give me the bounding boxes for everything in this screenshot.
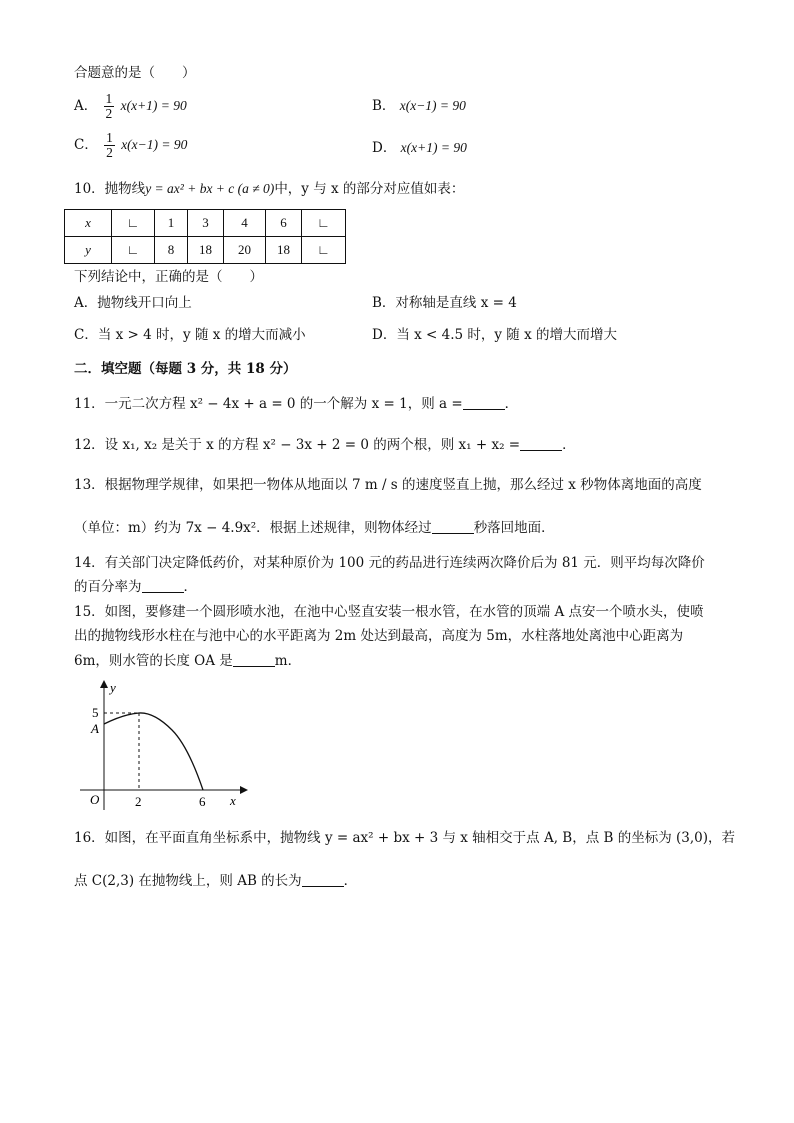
q11: 11．一元二次方程 x² − 4x + a = 0 的一个解为 x = 1，则 a = ． [74, 396, 519, 412]
q14-line2: 的百分率为 ． [74, 579, 197, 595]
x-axis-arrow-icon [240, 786, 248, 794]
option-label: B． [372, 295, 396, 311]
option-label: A． [74, 98, 98, 114]
option-label: A． [74, 295, 98, 311]
option-text: 当 x < 4.5 时，y 随 x 的增大而增大 [396, 327, 618, 343]
answer-blank[interactable] [432, 519, 474, 534]
q10-question: 10．抛物线y = ax² + bx + c (a ≠ 0)中，y 与 x 的部分对应值如表： [74, 181, 465, 197]
q16-line1: 16．如图，在平面直角坐标系中，抛物线 y = ax² + bx + 3 与 x 轴相交于点 A, B，点 B 的坐标为 (3,0)，若 [74, 830, 736, 846]
q9-option-a[interactable] [74, 92, 187, 122]
table-cell: 18 [188, 237, 224, 264]
option-formula: x(x+1) = 90 [120, 98, 187, 113]
option-formula: x(x+1) = 90 [400, 140, 467, 155]
q16-line2: 点 C(2,3) 在抛物线上，则 AB 的长为 ． [74, 873, 358, 889]
option-text: 对称轴是直线 x = 4 [395, 295, 517, 311]
point-a-label: A [91, 721, 99, 736]
option-label: D． [372, 140, 397, 156]
origin-label: O [90, 792, 100, 807]
option-label: C． [74, 137, 98, 153]
q10-option-b[interactable] [372, 294, 517, 312]
table-header-y: y [65, 237, 112, 264]
table-cell: 1 [155, 210, 188, 237]
q9-option-c[interactable] [74, 131, 187, 161]
answer-blank[interactable] [463, 395, 505, 410]
option-label: D． [372, 327, 397, 343]
q15-line1: 15．如图，要修建一个圆形喷水池，在池中心竖直安装一根水管，在水管的顶端 A 点安一个喷水头，使喷 [74, 604, 704, 620]
table-cell: 8 [155, 237, 188, 264]
x-axis-label: x [230, 793, 236, 808]
table-header-x: x [65, 210, 112, 237]
q10-option-c[interactable] [74, 326, 306, 344]
answer-blank[interactable] [233, 652, 275, 667]
fountain-parabola-graph [80, 678, 250, 813]
option-formula: x(x−1) = 90 [399, 98, 466, 113]
q12: 12．设 x₁, x₂ 是关于 x 的方程 x² − 3x + 2 = 0 的两个根，则 x₁ + x₂ = ． [74, 437, 576, 453]
option-label: B． [372, 98, 396, 114]
peak-y-label: 5 [92, 705, 99, 720]
table-cell: 6 [266, 210, 302, 237]
table-cell: 18 [266, 237, 302, 264]
answer-blank[interactable] [520, 436, 562, 451]
q9-stem: 合题意的是（ ） [74, 65, 196, 81]
x-tick-6: 6 [199, 794, 206, 809]
option-text: 抛物线开口向上 [97, 295, 192, 311]
table-cell: 4 [224, 210, 266, 237]
x-tick-2: 2 [135, 794, 142, 809]
q9-option-d[interactable] [372, 139, 467, 157]
q10-stem: 下列结论中，正确的是（ ） [74, 269, 263, 285]
option-label: C． [74, 327, 98, 343]
q14-line1: 14．有关部门决定降低药价，对某种原价为 100 元的药品进行连续两次降价后为 81 元．则平均每次降价 [74, 555, 705, 571]
table-row [65, 237, 346, 264]
section-title: 二．填空题（每题 3 分，共 18 分） [74, 361, 297, 377]
y-axis-label: y [110, 680, 116, 695]
q10-formula: y = ax² + bx + c (a ≠ 0) [145, 181, 275, 196]
option-text: 当 x > 4 时，y 随 x 的增大而减小 [97, 327, 306, 343]
value-table [64, 209, 346, 264]
table-cell: ∟ [302, 237, 346, 264]
table-row [65, 210, 346, 237]
table-cell: ∟ [302, 210, 346, 237]
y-axis-arrow-icon [100, 680, 108, 688]
parabola-curve [104, 713, 203, 790]
fraction-half: $\frac{1}{2}$ [106, 130, 113, 160]
q15-line2: 出的抛物线形水柱在与池中心的水平距离为 2m 处达到最高，高度为 5m，水柱落地处离池中心距离为 [74, 628, 684, 644]
q10-option-a[interactable] [74, 294, 192, 312]
table-cell: 3 [188, 210, 224, 237]
answer-blank[interactable] [142, 578, 184, 593]
answer-blank[interactable] [302, 872, 344, 887]
q10-option-d[interactable] [372, 326, 617, 344]
option-formula: x(x−1) = 90 [121, 137, 188, 152]
table-cell: ∟ [112, 237, 155, 264]
q15-line3: 6m，则水管的长度 OA 是 m． [74, 653, 302, 669]
table-cell: 20 [224, 237, 266, 264]
q13-line2: （单位：m）约为 7x − 4.9x²．根据上述规律，则物体经过 秒落回地面． [74, 520, 555, 536]
q13-line1: 13．根据物理学规律，如果把一物体从地面以 7 m / s 的速度竖直上抛，那么经过 x 秒物体离地面的高度 [74, 477, 702, 493]
fraction-half: $\frac{1}{2}$ [105, 91, 113, 121]
q9-option-b[interactable] [372, 97, 466, 115]
table-cell: ∟ [112, 210, 155, 237]
